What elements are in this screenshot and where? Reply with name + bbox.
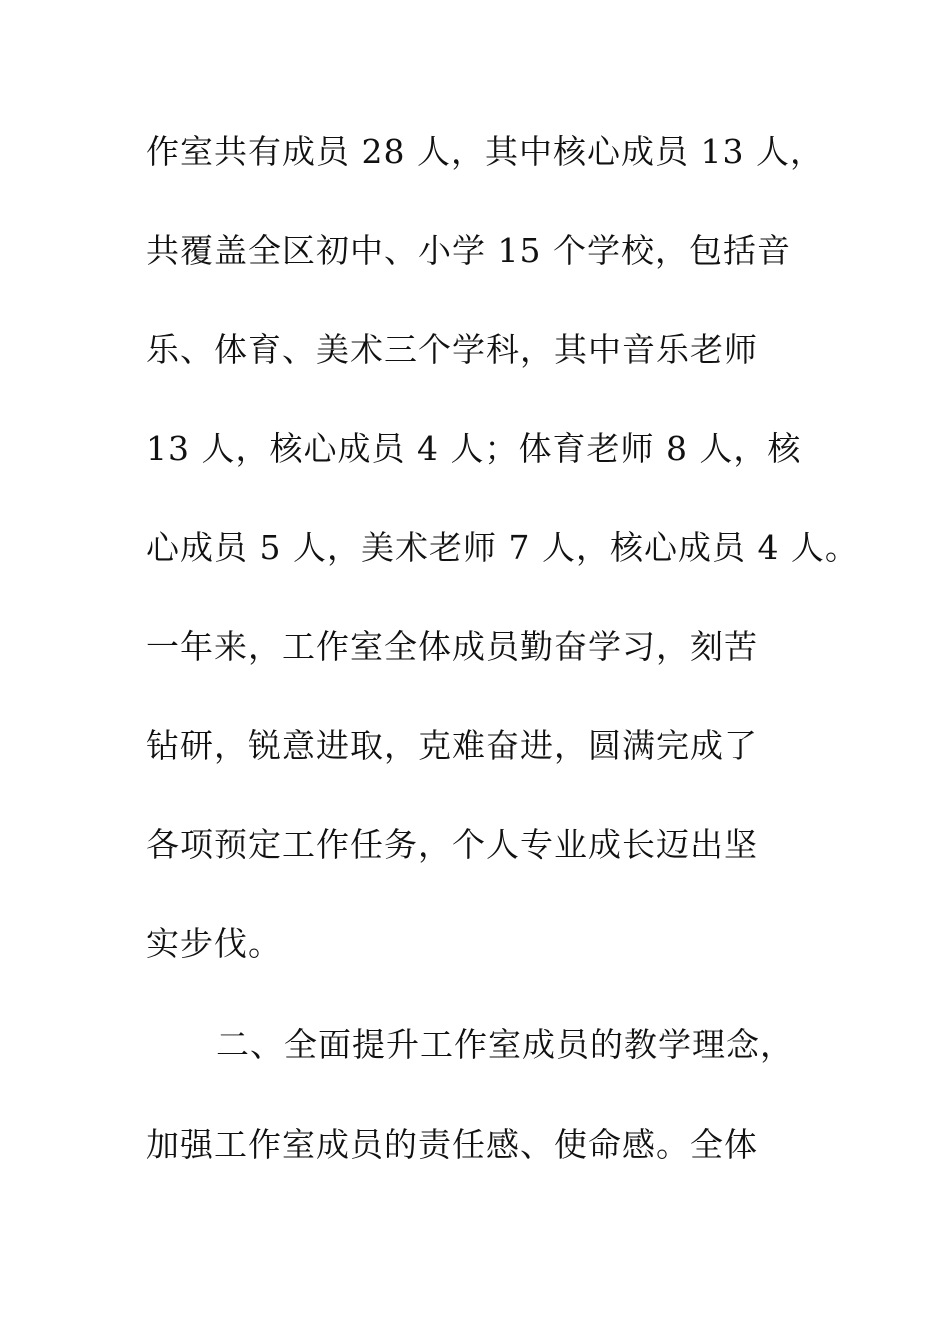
- text-line: 钻研，锐意进取，克难奋进，圆满完成了: [146, 726, 758, 765]
- text-line: 实步伐。: [146, 924, 282, 963]
- text-line: 作室共有成员 28 人，其中核心成员 13 人，: [146, 132, 824, 171]
- text-line: 一年来，工作室全体成员勤奋学习，刻苦: [146, 627, 758, 666]
- section-heading-line: 二、全面提升工作室成员的教学理念，: [216, 1025, 794, 1064]
- text-line: 13 人，核心成员 4 人；体育老师 8 人，核: [146, 429, 802, 468]
- text-line: 加强工作室成员的责任感、使命感。全体: [146, 1125, 758, 1164]
- text-line: 共覆盖全区初中、小学 15 个学校，包括音: [146, 231, 791, 270]
- text-line: 心成员 5 人，美术老师 7 人，核心成员 4 人。: [146, 528, 859, 567]
- text-line: 各项预定工作任务，个人专业成长迈出坚: [146, 825, 758, 864]
- text-line: 乐、体育、美术三个学科，其中音乐老师: [146, 330, 758, 369]
